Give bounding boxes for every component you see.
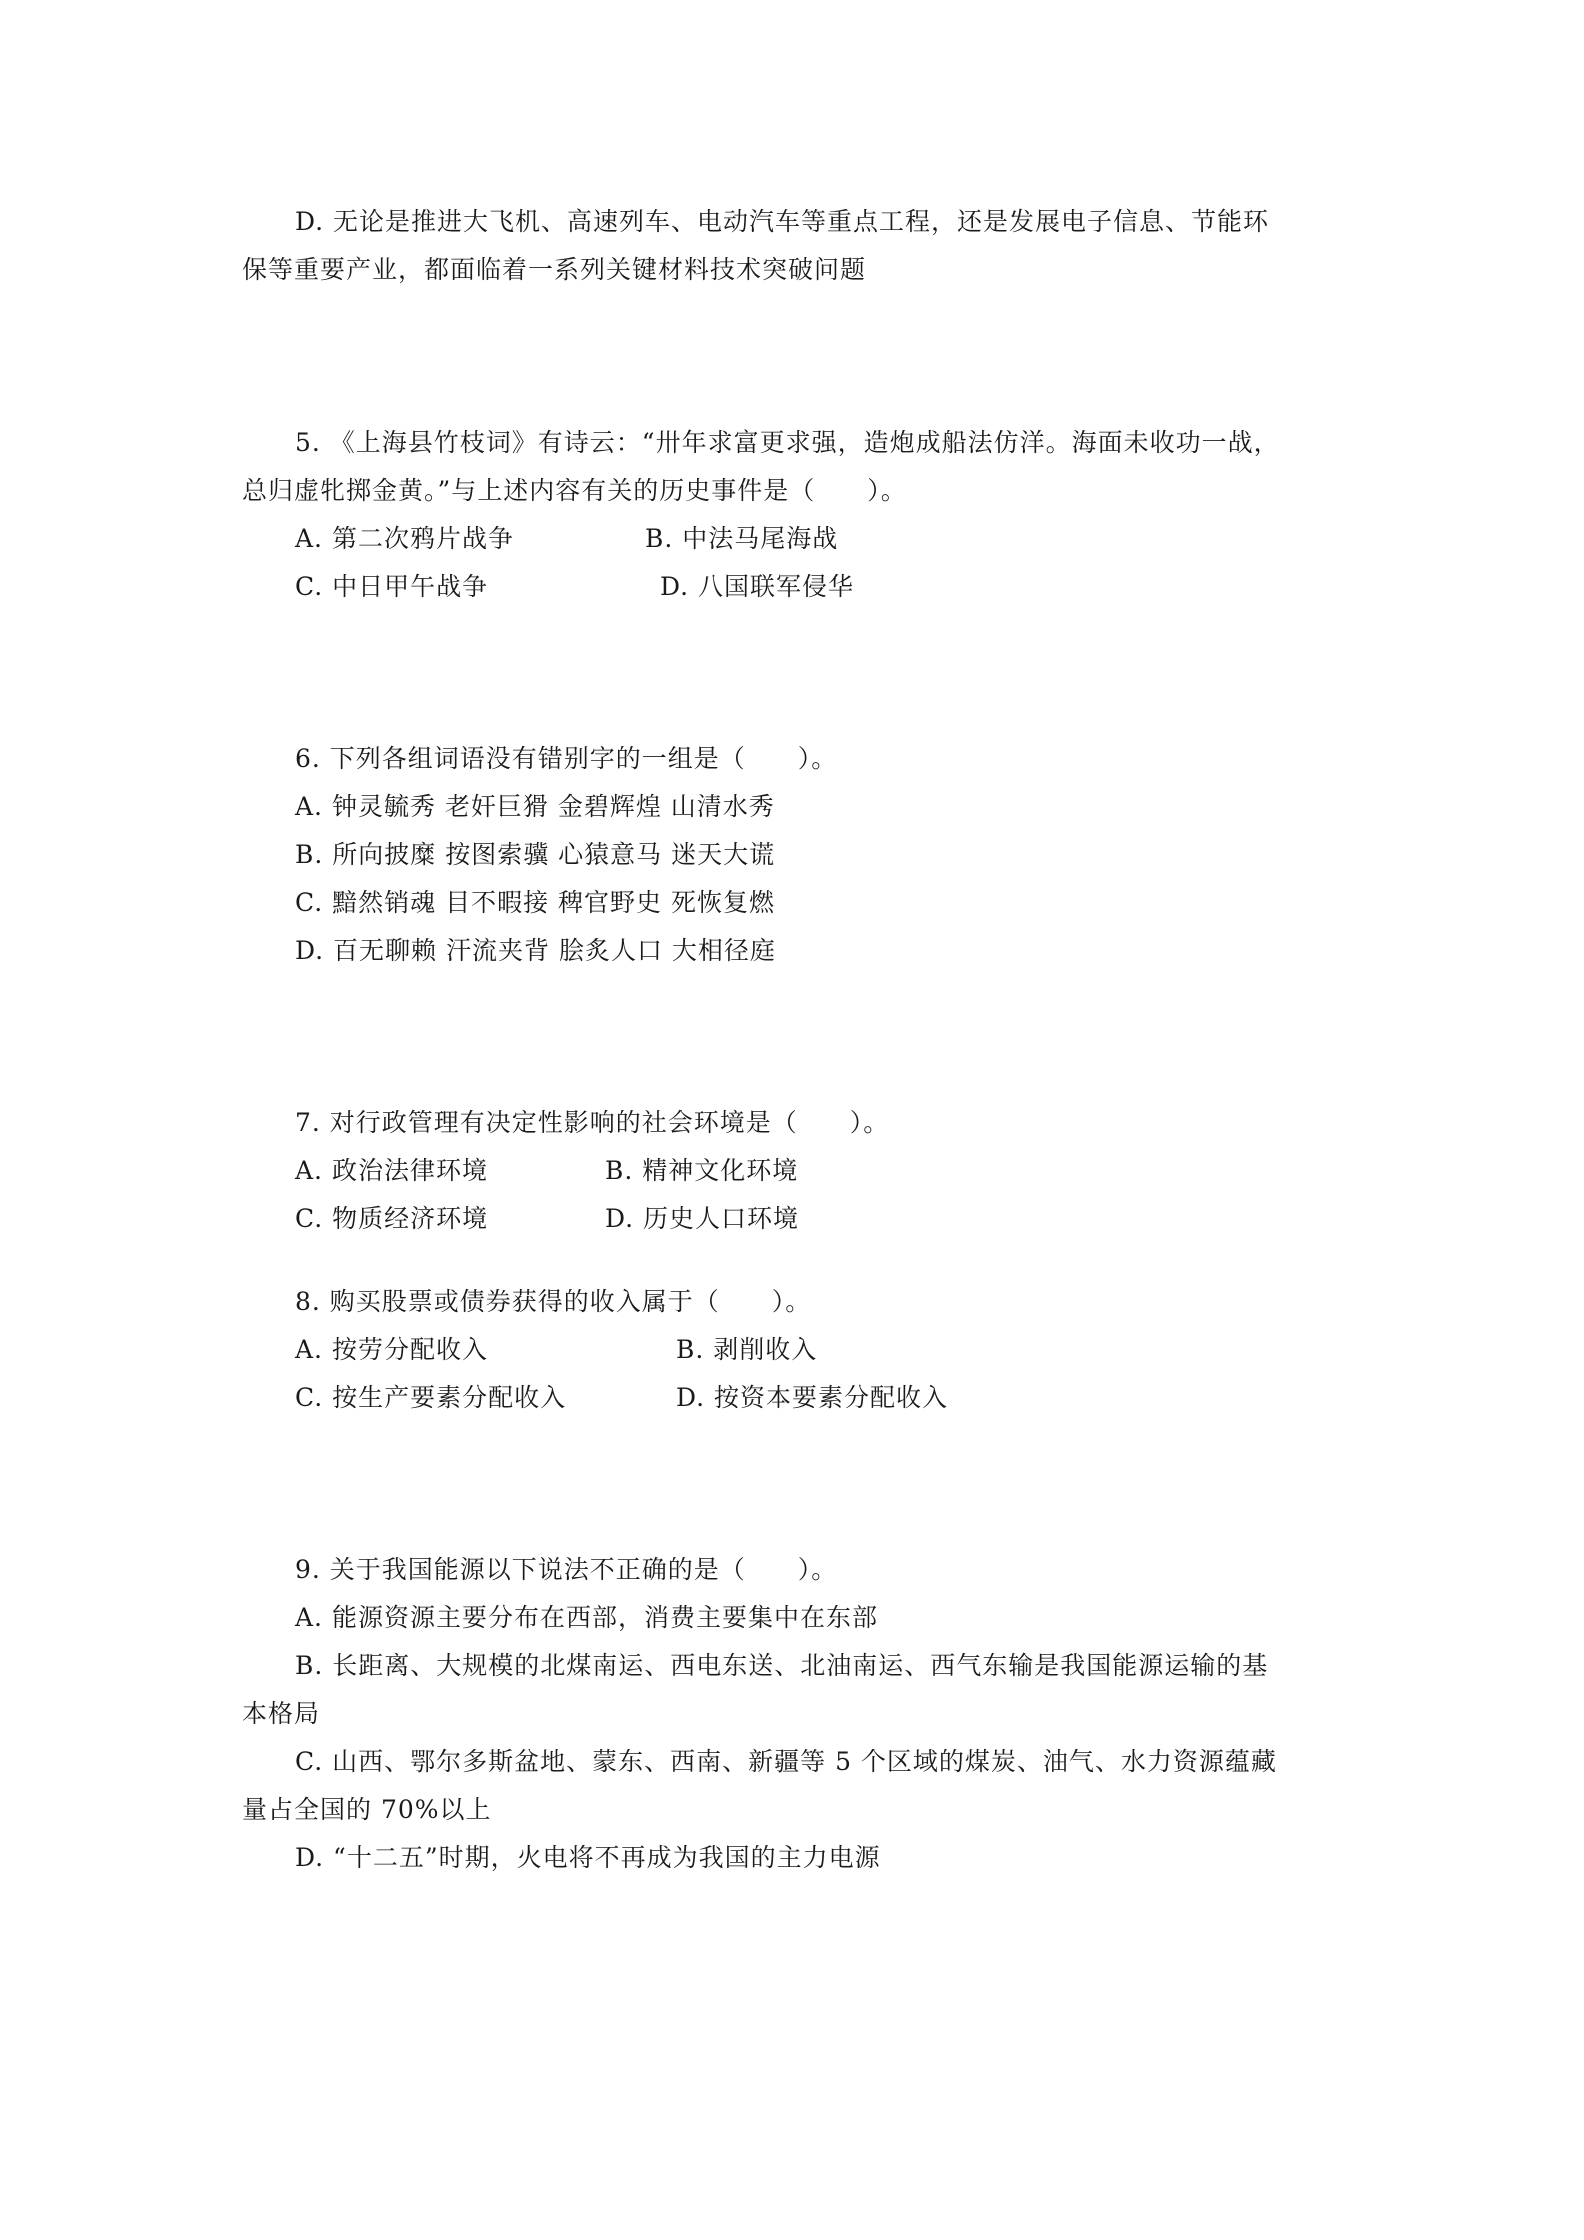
q8-option-b: B. 剥削收入: [676, 1335, 818, 1364]
q7-stem: 7. 对行政管理有决定性影响的社会环境是（ ）。: [295, 1108, 890, 1137]
q6-option-a: A. 钟灵毓秀 老奸巨猾 金碧辉煌 山清水秀: [295, 792, 775, 821]
q9-option-d: D. “十二五”时期，火电将不再成为我国的主力电源: [295, 1843, 881, 1872]
q9-option-b-line2: 本格局: [242, 1699, 321, 1728]
q6-option-d: D. 百无聊赖 汗流夹背 脍炙人口 大相径庭: [295, 936, 776, 965]
q9-option-a: A. 能源资源主要分布在西部，消费主要集中在东部: [295, 1603, 878, 1632]
q5-stem-line2: 总归虚牝掷金黄。”与上述内容有关的历史事件是（ ）。: [242, 476, 907, 505]
q9-stem: 9. 关于我国能源以下说法不正确的是（ ）。: [295, 1555, 838, 1584]
q5-option-d: D. 八国联军侵华: [660, 572, 855, 601]
q7-option-b: B. 精神文化环境: [605, 1156, 799, 1185]
q4-option-d-line2: 保等重要产业，都面临着一系列关键材料技术突破问题: [242, 255, 867, 284]
q8-option-a: A. 按劳分配收入: [295, 1335, 488, 1364]
q8-stem: 8. 购买股票或债券获得的收入属于（ ）。: [295, 1287, 812, 1316]
q9-option-c-line2: 量占全国的 70%以上: [242, 1795, 492, 1824]
q8-option-c: C. 按生产要素分配收入: [295, 1383, 567, 1412]
q6-option-b: B. 所向披糜 按图索骥 心猿意马 迷天大谎: [295, 840, 776, 869]
q7-option-a: A. 政治法律环境: [295, 1156, 488, 1185]
q4-option-d-line1: D. 无论是推进大飞机、高速列车、电动汽车等重点工程，还是发展电子信息、节能环: [295, 207, 1270, 236]
q8-option-d: D. 按资本要素分配收入: [676, 1383, 949, 1412]
q5-option-b: B. 中法马尾海战: [645, 524, 839, 553]
q5-option-c: C. 中日甲午战争: [295, 572, 489, 601]
q9-option-b-line1: B. 长距离、大规模的北煤南运、西电东送、北油南运、西气东输是我国能源运输的基: [295, 1651, 1269, 1680]
q9-option-c-line1: C. 山西、鄂尔多斯盆地、蒙东、西南、新疆等 5 个区域的煤炭、油气、水力资源蕴藏: [295, 1747, 1277, 1776]
q5-option-a: A. 第二次鸦片战争: [295, 524, 514, 553]
q7-option-c: C. 物质经济环境: [295, 1204, 489, 1233]
q6-stem: 6. 下列各组词语没有错别字的一组是（ ）。: [295, 744, 838, 773]
q5-stem-line1: 5. 《上海县竹枝词》有诗云：“卅年求富更求强，造炮成船法仿洋。海面未收功一战，: [295, 428, 1280, 457]
q7-option-d: D. 历史人口环境: [605, 1204, 800, 1233]
q6-option-c: C. 黯然销魂 目不暇接 稗官野史 死恢复燃: [295, 888, 775, 917]
